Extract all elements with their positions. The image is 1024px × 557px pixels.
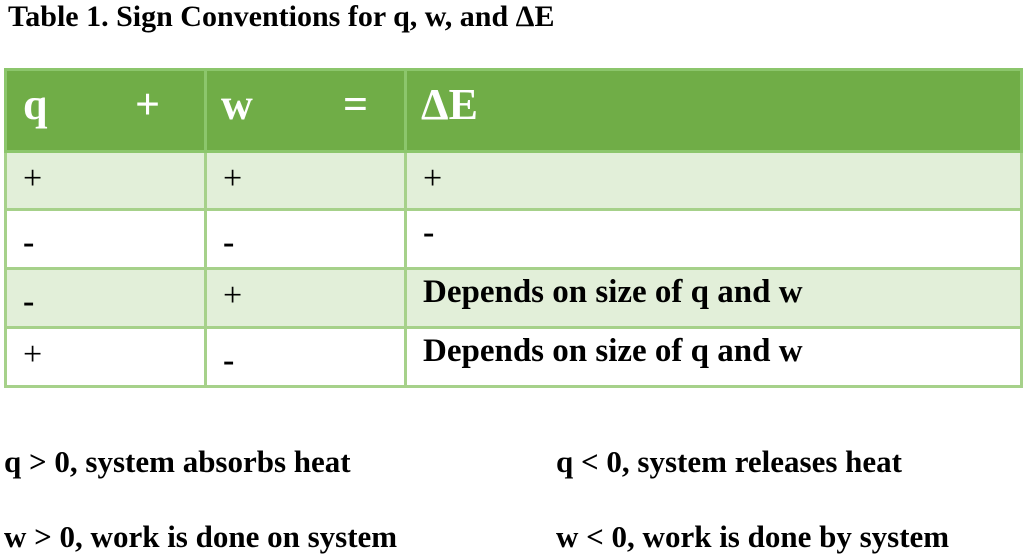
table-row xyxy=(6,210,1022,269)
cell-w xyxy=(206,328,406,387)
cell-q-value: - xyxy=(23,224,35,262)
cell-w xyxy=(206,269,406,328)
header-equals-sign: = xyxy=(343,80,369,129)
header-w-label: w xyxy=(221,80,253,129)
cell-w xyxy=(206,210,406,269)
cell-q xyxy=(6,269,206,328)
cell-w-value: - xyxy=(223,342,235,380)
header-cell-w xyxy=(206,70,406,152)
cell-delta-e-value: + xyxy=(423,159,443,197)
table-title: Table 1. Sign Conventions for q, w, and ΔE xyxy=(8,0,555,33)
table-header-row xyxy=(6,70,1022,152)
cell-q xyxy=(6,328,206,387)
cell-delta-e-value: Depends on size of q and w xyxy=(423,333,803,370)
table-row xyxy=(6,328,1022,387)
cell-delta-e xyxy=(406,151,1022,210)
cell-delta-e xyxy=(406,328,1022,387)
header-plus-sign: + xyxy=(135,80,161,129)
sign-conventions-table xyxy=(4,68,1023,388)
cell-q-value: - xyxy=(23,283,35,321)
header-cell-q xyxy=(6,70,206,152)
cell-q xyxy=(6,210,206,269)
header-delta-e-label: ΔE xyxy=(421,80,478,129)
header-cell-delta-e xyxy=(406,70,1022,152)
table-row xyxy=(6,151,1022,210)
note-w-negative: w < 0, work is done by system xyxy=(556,519,950,554)
cell-delta-e-value: - xyxy=(423,214,435,252)
cell-delta-e xyxy=(406,210,1022,269)
header-q-label: q xyxy=(23,80,48,129)
note-q-negative: q < 0, system releases heat xyxy=(556,444,902,479)
cell-q-value: + xyxy=(23,336,43,374)
cell-w-value: + xyxy=(223,277,243,315)
cell-w-value: - xyxy=(223,224,235,262)
note-w-positive: w > 0, work is done on system xyxy=(4,519,398,554)
cell-delta-e xyxy=(406,269,1022,328)
cell-w xyxy=(206,151,406,210)
cell-delta-e-value: Depends on size of q and w xyxy=(423,274,803,311)
note-q-positive: q > 0, system absorbs heat xyxy=(4,444,351,479)
cell-q xyxy=(6,151,206,210)
cell-q-value: + xyxy=(23,159,43,197)
cell-w-value: + xyxy=(223,159,243,197)
table-row xyxy=(6,269,1022,328)
